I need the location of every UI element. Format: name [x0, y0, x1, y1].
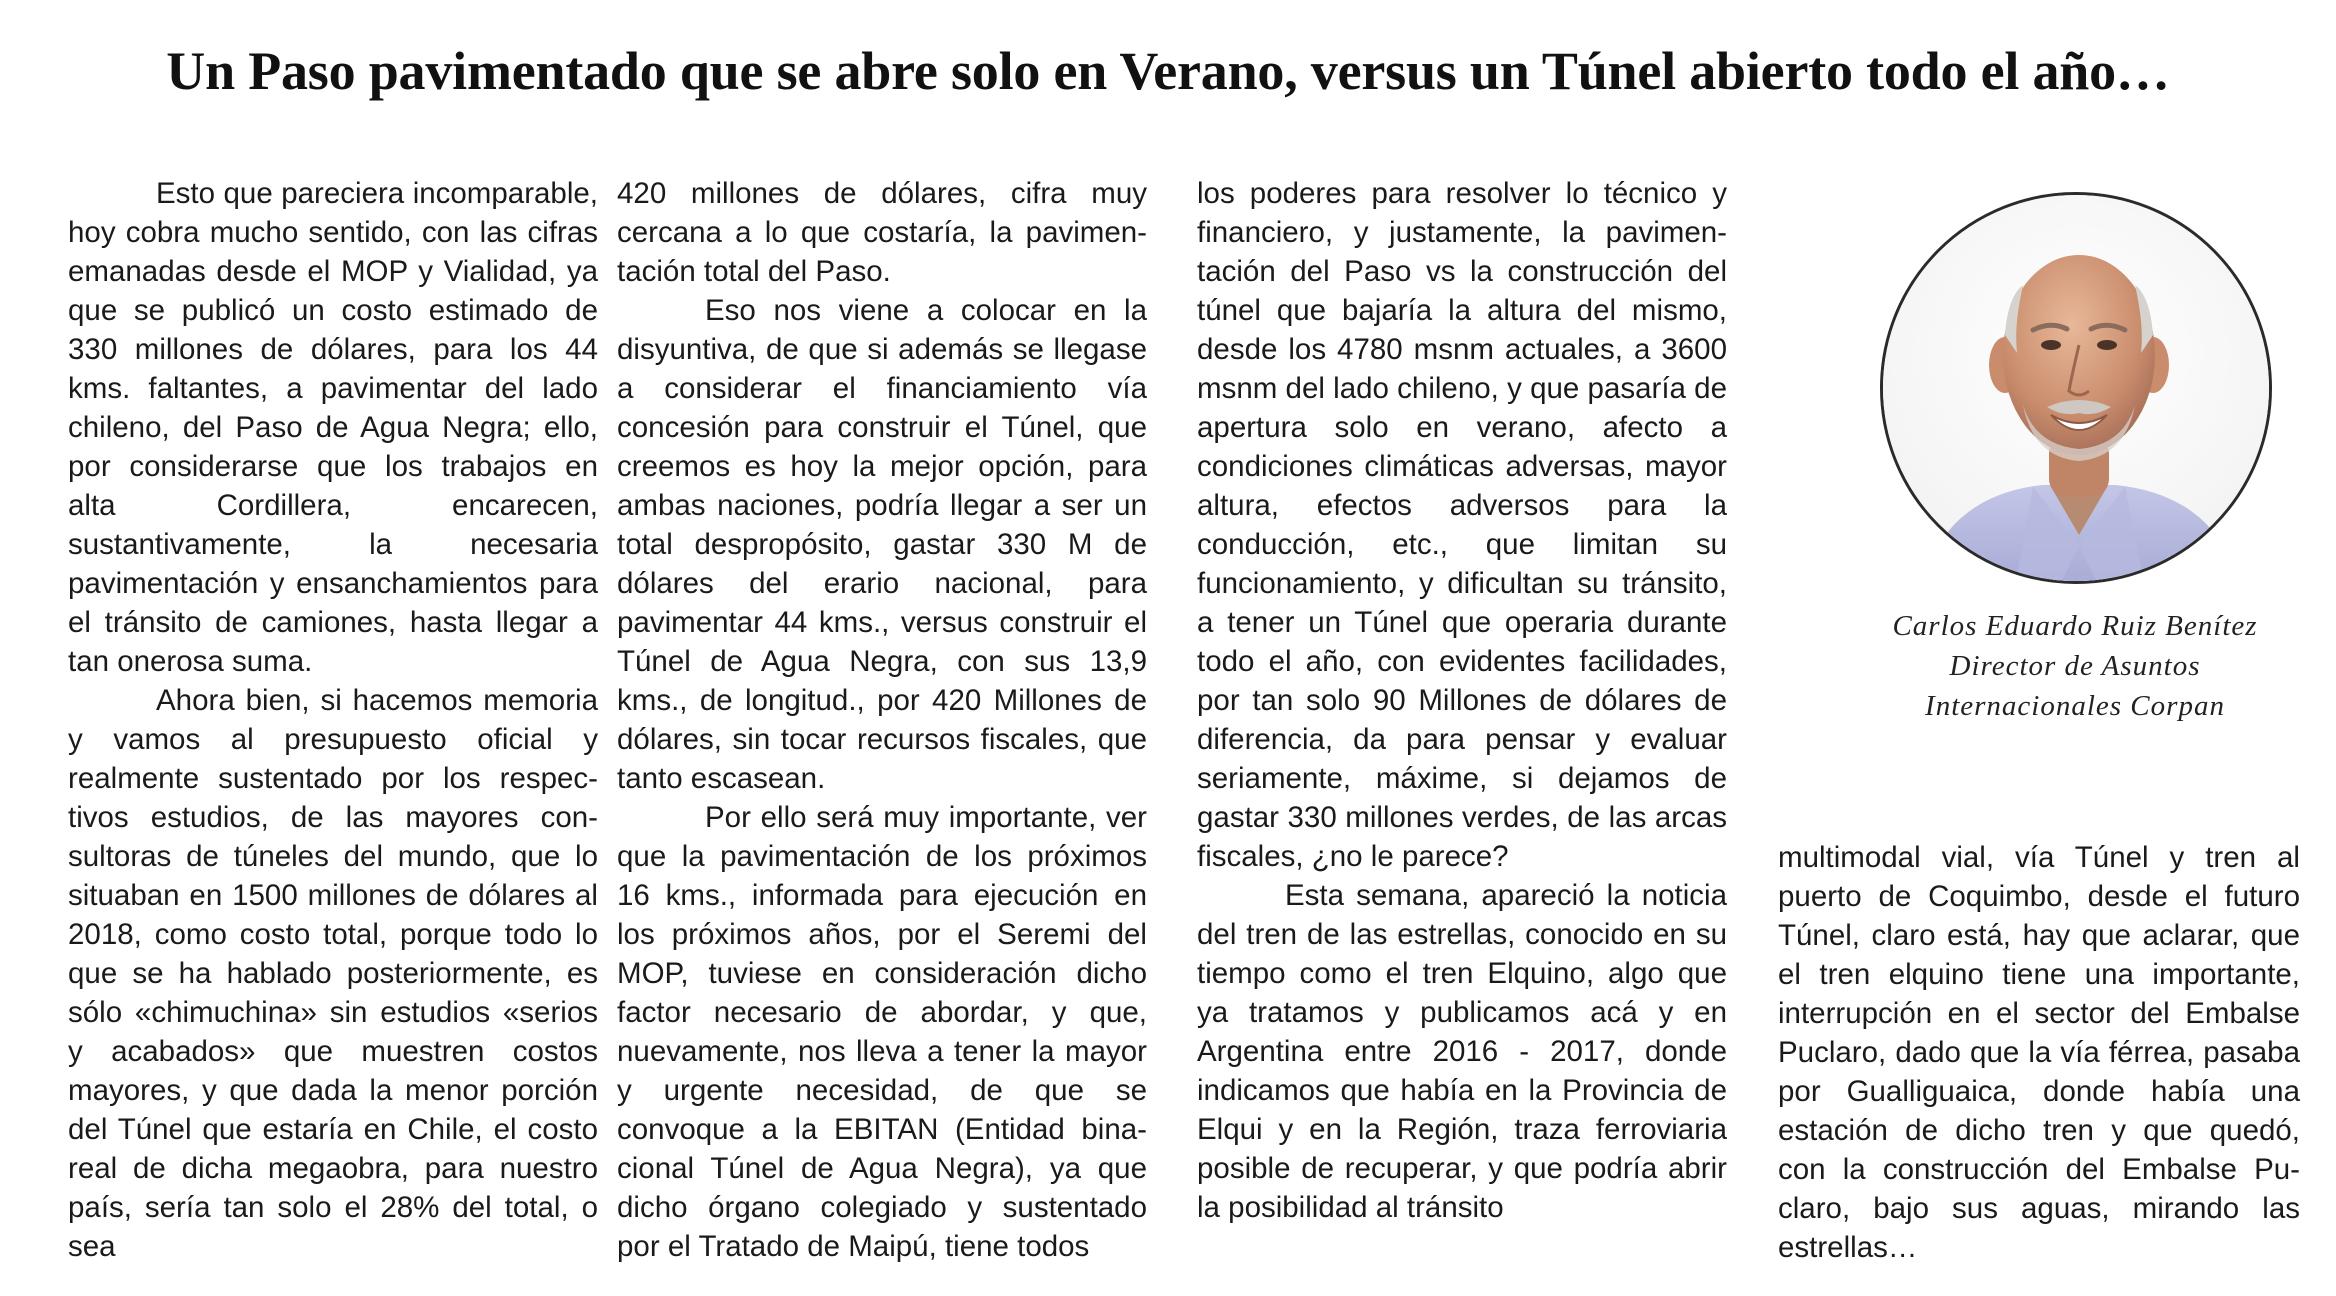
paragraph: Ahora bien, si hacemos memoria y vamos al presupuesto oficial y realmente sustentado por los respectivos estudios, de las mayores consultoras de túneles del mundo, que lo situaban en 1500 millones de dólares al 2018, como costo total, porque todo lo que se ha hablado posteriormente, es sólo «chimuchina» sin estudios «serios y acabados» que muestren costos mayores, y que dada la menor porción del Túnel que estaría en Chile, el costo real de dicha megaobra, para nuestro país, sería tan solo el 28% del total, o sea [68, 684, 598, 1263]
author-portrait-illustration [1883, 195, 2272, 584]
paragraph: multimodal vial, vía Túnel y tren al puerto de Coquimbo, desde el futuro Túnel, claro está, hay que aclarar, que el tren elquino tiene una importante, interrupción en el sector del Embalse Puclaro, dado que la vía férrea, pasaba por Gualliguaica, donde había una estación de dicho tren y que quedó, con la construcción del Embalse Puclaro, bajo sus aguas, mirando las estrellas… [1778, 841, 2300, 1264]
paragraph: Por ello será muy importante, ver que la pavimentación de los próximos 16 kms., informada para ejecución en los próximos años, por el Seremi del MOP, tuviese en consideración dicho factor necesario de abordar, y que, nuevamente, nos lleva a tener la mayor y urgente necesidad, de que se convoque a la EBITAN (Entidad binacional Túnel de Agua Negra), ya que dicho órgano colegiado y sustentado por el Tratado de Maipú, tiene todos [617, 801, 1147, 1263]
author-caption [1830, 606, 2320, 726]
article-column-2 [617, 174, 1147, 1266]
paragraph: 420 millones de dólares, cifra muy cercana a lo que costaría, la pavimentación total del Paso. [617, 177, 1147, 288]
article-column-3 [1197, 174, 1727, 1227]
paragraph: los poderes para resolver lo técnico y financiero, y justamente, la pavimentación del Paso vs la construcción del túnel que bajaría la altura del mismo, desde los 4780 msnm actuales, a 3600 msnm del lado chileno, y que pasaría de apertura solo en verano, afecto a condiciones climáticas adversas, mayor altura, efectos adversos para la conducción, etc., que limitan su funcionamiento, y dificultan su tránsito, a tener un Túnel que operaria durante todo el año, con evidentes facilidades, por tan solo 90 Millones de dólares de diferencia, da para pensar y evaluar seriamente, máxime, si dejamos de gastar 330 millones verdes, de las arcas fiscales, ¿no le parece? [1197, 177, 1727, 873]
article-column-1 [68, 174, 598, 1266]
paragraph: Eso nos viene a colocar en la disyuntiva, de que si además se llegase a considerar el financiamiento vía concesión para construir el Túnel, que creemos es hoy la mejor opción, para ambas naciones, podría llegar a ser un total despropósito, gastar 330 M de dólares del erario nacional, para pavimentar 44 kms., versus construir el Túnel de Agua Negra, con sus 13,9 kms., de longitud., por 420 Millones de dólares, sin tocar recursos fiscales, que tanto escasean. [617, 294, 1147, 795]
article-column-4 [1778, 838, 2300, 1267]
paragraph: Esto que pareciera incomparable, hoy cobra mucho sentido, con las cifras emanadas desde el MOP y Vialidad, ya que se publicó un costo estimado de 330 millones de dólares, para los 44 kms. faltantes, a pavimentar del lado chileno, del Paso de Agua Negra; ello, por considerarse que los trabajos en alta Cordillera, encarecen, sustantivamente, la necesaria pavimentación y ensanchamientos para el tránsito de camiones, hasta llegar a tan onerosa suma. [68, 177, 598, 678]
author-photo [1880, 192, 2272, 584]
article-headline: Un Paso pavimentado que se abre solo en Verano, versus un Túnel abierto todo el año… [166, 41, 2170, 101]
author-title-line-1: Director de Asuntos [1949, 650, 2201, 682]
paragraph: Esta semana, apareció la noticia del tren de las estrellas, conocido en su tiempo como el tren Elquino, algo que ya tratamos y publicamos acá y en Argentina entre 2016 - 2017, donde indicamos que había en la Provincia de Elqui y en la Región, traza ferroviaria posible de recuperar, y que podría abrir la posibilidad al tránsito [1197, 879, 1727, 1224]
author-name: Carlos Eduardo Ruiz Benítez [1892, 610, 2258, 642]
author-title-line-2: Internacionales Corpan [1925, 690, 2225, 722]
